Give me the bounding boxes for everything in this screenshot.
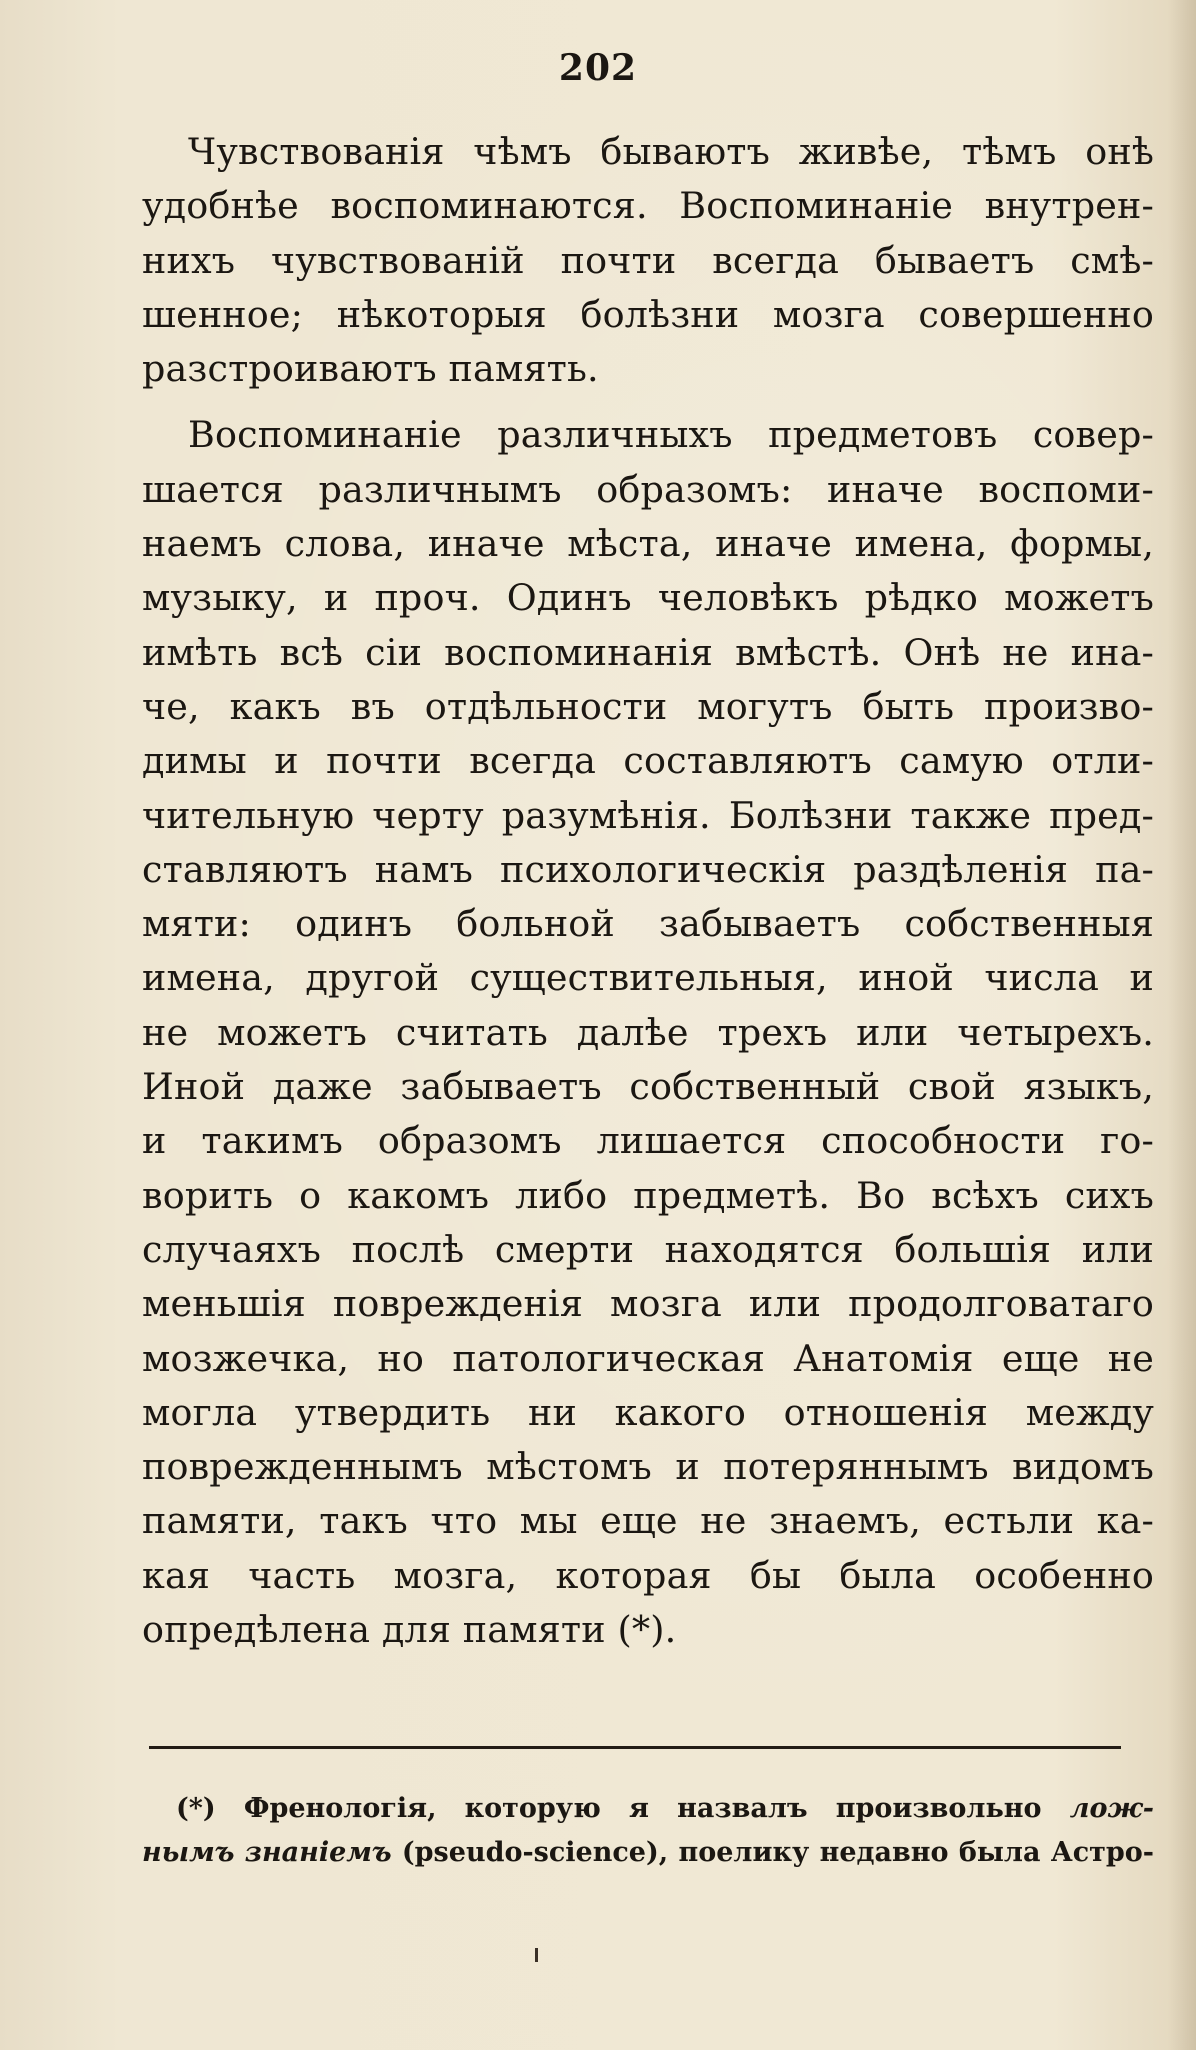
text-line: меньшія поврежденія мозга или продолговатаго <box>142 1282 1154 1326</box>
paragraph-gap <box>142 396 1154 408</box>
ink-mark <box>535 1948 538 1962</box>
footnote-line-1 <box>142 1787 1154 1831</box>
text-line: опредѣлена для памяти (*). <box>142 1608 677 1652</box>
text-line: имѣть всѣ сіи воспоминанія вмѣстѣ. Онѣ не ина- <box>142 630 1154 674</box>
text-line: ставляютъ намъ психологическія раздѣленія па- <box>142 847 1154 891</box>
footnote-italic-text: нымъ знаніемъ <box>142 1837 392 1868</box>
text-line: шается различнымъ образомъ: иначе воспоми- <box>142 467 1154 511</box>
footnote-text: (pseudo-science), поелику недавно была Астро- <box>401 1837 1154 1868</box>
text-line: димы и почти всегда составляютъ самую отли- <box>142 739 1154 783</box>
text-line: шенное; нѣкоторыя болѣзни мозга совершенно <box>142 292 1154 336</box>
text-line: нихъ чувствованій почти всегда бываетъ смѣ- <box>142 238 1154 282</box>
page-number: 202 <box>558 47 638 89</box>
text-line: разстроиваютъ память. <box>142 347 599 391</box>
text-line: удобнѣе воспоминаются. Воспоминаніе внутрен- <box>142 184 1154 228</box>
text-line: Воспоминаніе различныхъ предметовъ совер- <box>188 413 1154 457</box>
main-text <box>142 125 1154 1657</box>
text-line: имена, другой существительныя, иной числа и <box>142 956 1154 1000</box>
text-line: не можетъ считать далѣе трехъ или четырехъ. <box>142 1010 1154 1054</box>
paragraph-1 <box>142 125 1154 396</box>
text-line: поврежденнымъ мѣстомъ и потеряннымъ видомъ <box>142 1445 1154 1489</box>
text-line: могла утвердить ни какого отношенія между <box>142 1390 1154 1434</box>
footnote-italic-text: лож- <box>1069 1793 1154 1824</box>
paragraph-2 <box>142 408 1154 1657</box>
text-line: че, какъ въ отдѣльности могутъ быть произво- <box>142 684 1154 728</box>
footnote <box>142 1787 1154 1875</box>
text-line: ворить о какомъ либо предметѣ. Во всѣхъ сихъ <box>142 1173 1154 1217</box>
text-line: кая часть мозга, которая бы была особенно <box>142 1553 1154 1597</box>
text-line: памяти, такъ что мы еще не знаемъ, естьли ка- <box>142 1499 1154 1543</box>
text-line: наемъ слова, иначе мѣста, иначе имена, формы, <box>142 522 1154 566</box>
text-line: Иной даже забываетъ собственный свой языкъ, <box>142 1065 1154 1109</box>
footnote-divider <box>149 1746 1121 1749</box>
text-line: Чувствованія чѣмъ бываютъ живѣе, тѣмъ онѣ <box>188 130 1154 173</box>
text-line: чительную черту разумѣнія. Болѣзни также пред- <box>142 793 1154 837</box>
footnote-line-2 <box>142 1831 1154 1875</box>
footnote-text: (*) Френологія, которую я назвалъ произвольно <box>176 1793 1042 1824</box>
text-line: мозжечка, но патологическая Анатомія еще не <box>142 1336 1154 1380</box>
text-line: мяти: одинъ больной забываетъ собственныя <box>142 902 1154 946</box>
text-line: и такимъ образомъ лишается способности го- <box>142 1119 1154 1163</box>
page-edge-shadow <box>1168 0 1196 2050</box>
text-line: случаяхъ послѣ смерти находятся большія или <box>142 1227 1154 1271</box>
text-line: музыку, и проч. Одинъ человѣкъ рѣдко можетъ <box>142 576 1154 620</box>
